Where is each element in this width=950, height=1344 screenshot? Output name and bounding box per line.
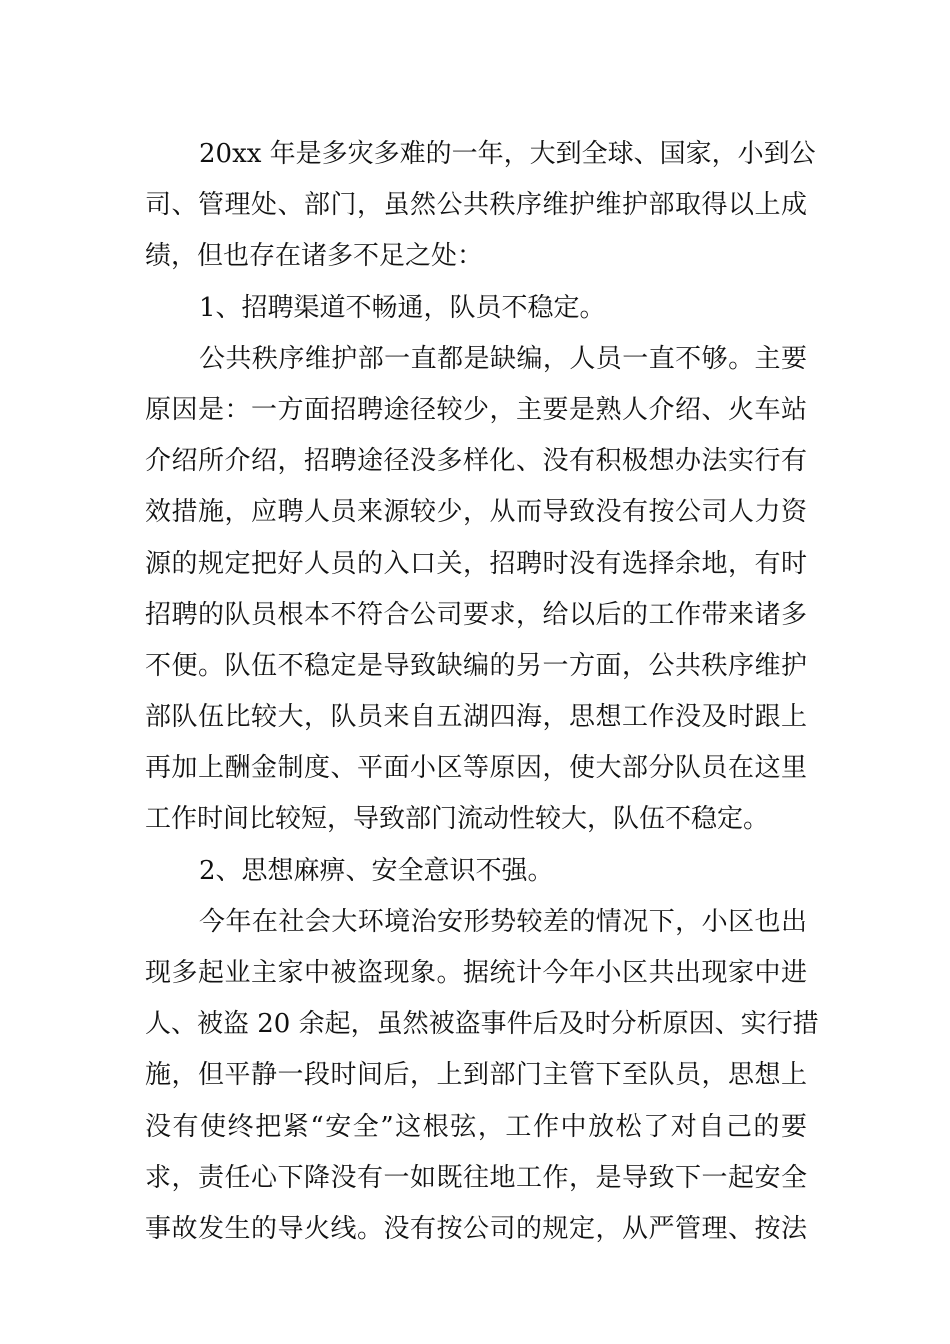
- paragraph-issue-2-detail-line: 现多起业主家中被盗现象。据统计今年小区共出现家中进: [145, 958, 807, 988]
- paragraph-issue-1-detail-line: 公共秩序维护部一直都是缺编，人员一直不够。主要: [199, 343, 807, 374]
- heading-issue-1-line: 1、招聘渠道不畅通，队员不稳定。: [199, 292, 606, 323]
- paragraph-issue-1-detail-line: 原因是：一方面招聘途径较少，主要是熟人介绍、火车站: [145, 394, 807, 425]
- paragraph-issue-1-detail-line: 效措施，应聘人员来源较少，从而导致没有按公司人力资: [145, 497, 807, 528]
- paragraph-summary-intro-line: 司、管理处、部门，虽然公共秩序维护维护部取得以上成: [145, 190, 807, 221]
- paragraph-issue-1-detail-line: 介绍所介绍，招聘途径没多样化、没有积极想办法实行有: [145, 446, 807, 477]
- paragraph-issue-2-detail-line: 施，但平静一段时间后，上到部门主管下至队员，思想上: [145, 1060, 807, 1091]
- paragraph-issue-1-detail-line: 招聘的队员根本不符合公司要求，给以后的工作带来诸多: [145, 599, 807, 630]
- paragraph-summary-intro-line: 20xx 年是多灾多难的一年，大到全球、国家，小到公: [199, 139, 816, 169]
- paragraph-issue-2-detail-line: 事故发生的导火线。没有按公司的规定，从严管理、按法: [145, 1213, 807, 1244]
- paragraph-issue-1-detail-line: 不便。队伍不稳定是导致缺编的另一方面，公共秩序维护: [145, 650, 807, 681]
- paragraph-issue-1-detail-line: 部队伍比较大，队员来自五湖四海，思想工作没及时跟上: [145, 702, 807, 733]
- paragraph-summary-intro-line: 绩，但也存在诸多不足之处：: [145, 241, 484, 272]
- paragraph-issue-1-detail-line: 再加上酬金制度、平面小区等原因，使大部分队员在这里: [145, 753, 807, 784]
- document-body: [145, 129, 819, 1255]
- paragraph-issue-2-detail-line: 求，责任心下降没有一如既往地工作，是导致下一起安全: [145, 1162, 807, 1193]
- paragraph-issue-2-detail-line: 人、被盗 20 余起，虽然被盗事件后及时分析原因、实行措: [145, 1009, 819, 1040]
- paragraph-issue-2-detail-line: 今年在社会大环境治安形势较差的情况下，小区也出: [199, 906, 807, 937]
- heading-issue-2-line: 2、思想麻痹、安全意识不强。: [199, 855, 554, 886]
- paragraph-issue-1-detail-line: 工作时间比较短，导致部门流动性较大，队伍不稳定。: [145, 804, 770, 835]
- paragraph-issue-2-detail-line: 没有使终把紧“安全”这根弦，工作中放松了对自己的要: [145, 1111, 807, 1142]
- paragraph-issue-1-detail-line: 源的规定把好人员的入口关，招聘时没有选择余地，有时: [145, 548, 807, 579]
